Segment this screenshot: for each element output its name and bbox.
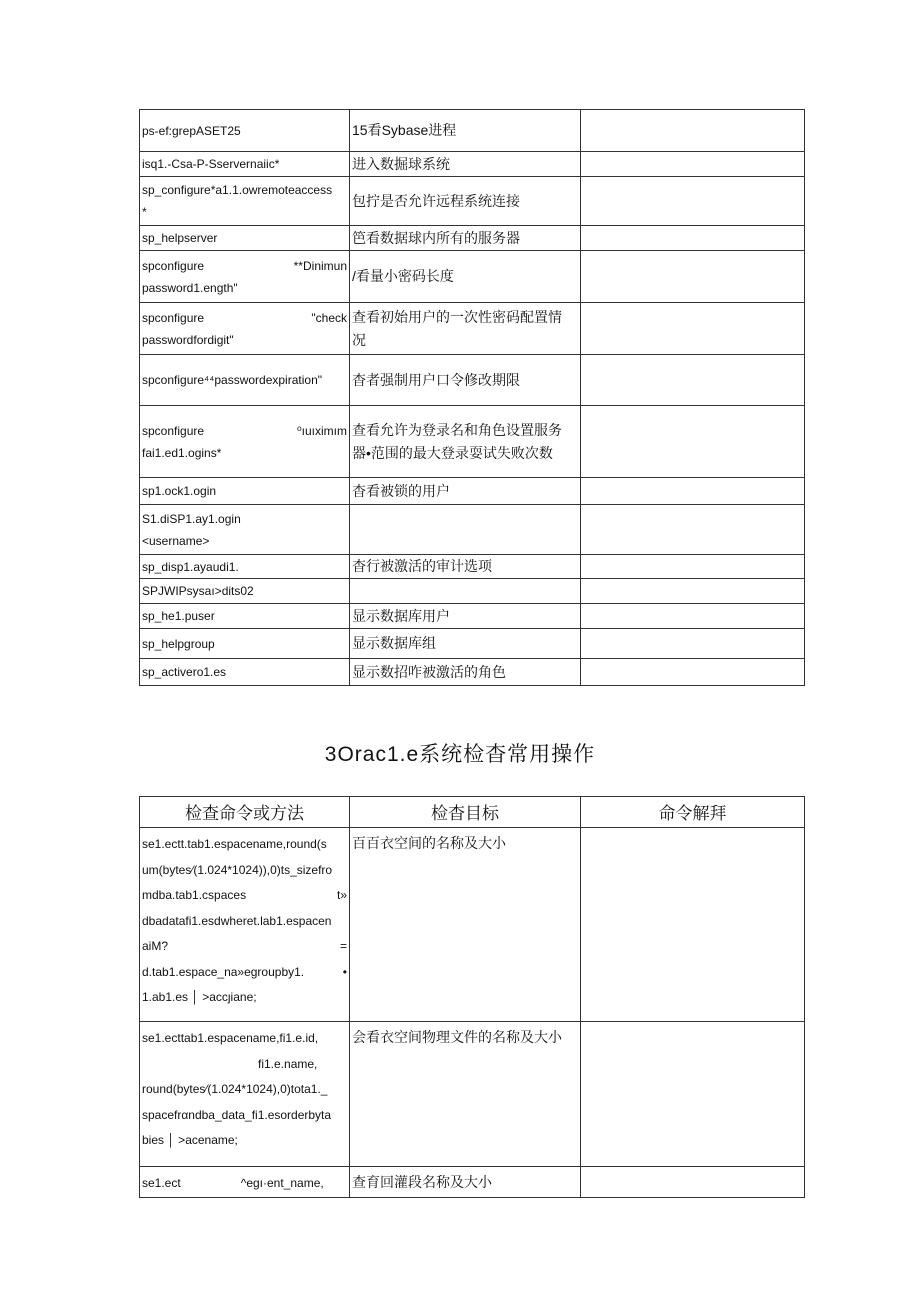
table-row [140,659,805,686]
command-part: = [339,939,347,953]
target-cell [350,505,581,555]
note-cell [581,355,805,406]
note-cell [581,177,805,226]
table-row [140,555,805,579]
command-part: spconfigure [142,310,205,325]
command-cell [140,828,350,1022]
command-line: dbadatafi1.esdwheret.lab1.espacen [142,913,332,928]
command-line [142,883,347,909]
note-cell [581,226,805,251]
command-part: spconfigure [142,423,205,438]
command-line: sp_configure*a1.1.owremoteaccess [142,183,333,197]
target-line: 况 [352,331,366,348]
command-part: • [342,964,347,979]
note-cell [581,505,805,555]
command-line: round(bytes⁄(1.024*1024),0)tota1._ [142,1082,328,1096]
note-cell [581,555,805,579]
command-cell: ps-ef:grepASET25 [140,110,350,152]
command-cell: sp1.ock1.ogin [140,478,350,505]
note-cell [581,478,805,505]
target-line: 查看初始用户的一次性密码配置情 [352,308,562,325]
table-row [140,152,805,177]
target-cell: 笆看数据球内所有的服务器 [350,226,581,251]
note-cell [581,604,805,629]
command-line: bies │ >acename; [142,1133,238,1147]
command-line: password1.ength" [142,280,238,295]
target-line: 查看允许为登录名和角色设置服务 [352,421,562,438]
command-cell [140,1167,350,1198]
command-cell [140,505,350,555]
target-cell: 显示数招咋被激活的角色 [350,659,581,686]
table-row [140,177,805,226]
command-cell: sp_helpserver [140,226,350,251]
target-cell: 会看衣空间物理文件的名称及大小 [350,1022,581,1167]
table-row [140,406,805,478]
command-part: d.tab1.espace_na»egroupby1. [142,964,305,979]
note-cell [581,303,805,355]
table-row [140,303,805,355]
command-part: t» [336,888,347,902]
table-row [140,629,805,659]
command-part: aiM? [142,939,169,953]
command-cell: spconfigure⁴⁴passwordexpiration" [140,355,350,406]
table-row [140,478,805,505]
column-header: 检杳目标 [350,797,581,828]
table-row [140,579,805,604]
command-line: <username> [142,533,210,548]
target-cell: 百百衣空间的名称及大小 [350,828,581,1022]
target-cell: 进入数掘球系统 [350,152,581,177]
command-part: spconfigure [142,258,205,273]
command-cell [140,303,350,355]
note-cell [581,579,805,604]
target-line: 器•范围的最大登录耍试失败次数 [352,444,553,461]
command-line: fi1.e.name, [258,1056,318,1071]
target-cell: /看量小密码长度 [350,251,581,303]
section-title: 3Orac1.e系统检杳常用操作 [324,743,596,766]
header-row [140,797,805,828]
target-cell: 包拧是否允许远程系统连接 [350,177,581,226]
command-cell [140,251,350,303]
command-part: ⁰ıuıximım [296,423,347,438]
command-cell: isq1.-Csa-P-Sservernaiic* [140,152,350,177]
table-row [140,251,805,303]
command-line: se1.ecttab1.espacename,fi1.e.id, [142,1031,319,1045]
command-line: * [142,205,147,219]
table-row [140,505,805,555]
note-cell [581,659,805,686]
table-row [140,110,805,152]
command-cell: sp_activero1.es [140,659,350,686]
note-cell [581,1167,805,1198]
command-cell: SPJWIPsysaı>dits02 [140,579,350,604]
note-cell [581,152,805,177]
note-cell [581,110,805,152]
table-row [140,828,805,1022]
command-line: fai1.ed1.ogins* [142,445,222,460]
target-cell: 杳行被激活的审计选项 [350,555,581,579]
table-row [140,355,805,406]
table-row [140,1167,805,1198]
command-cell [140,406,350,478]
target-cell: 显示数据库组 [350,629,581,659]
table-row [140,226,805,251]
table-row [140,1022,805,1167]
command-line: se1.ectt.tab1.espacename,round(s [142,837,327,851]
command-line: passwordfordigit" [142,332,234,347]
note-cell [581,406,805,478]
command-line [142,934,347,960]
command-line [142,307,347,329]
command-part: se1.ect [142,1176,181,1190]
target-cell: 显示数据库用户 [350,604,581,629]
target-cell: 杳看被锁的用户 [350,478,581,505]
command-part: **Dinimun [293,258,347,273]
target-cell [350,406,581,478]
column-header: 检查命令或方法 [140,797,350,828]
command-line: spacefrαndba_data_fi1.esorderbyta [142,1107,332,1122]
target-cell: 杳者强制用户口令修改期限 [350,355,581,406]
oracle-command-table [139,796,805,1198]
note-cell [581,828,805,1022]
command-line [142,960,347,986]
command-part: "check [311,310,347,325]
table-row [140,604,805,629]
command-line [142,255,347,277]
target-cell: 查育回灌段名称及大小 [350,1167,581,1198]
command-part: mdba.tab1.cspaces [142,888,247,902]
target-cell [350,303,581,355]
command-cell: sp_he1.puser [140,604,350,629]
command-line [142,420,347,442]
command-line: 1.ab1.es │ >accȷiane; [142,990,257,1004]
note-cell [581,629,805,659]
command-line: S1.diSP1.ay1.ogin [142,511,241,526]
command-cell: sp_helpgroup [140,629,350,659]
note-cell [581,1022,805,1167]
command-cell [140,1022,350,1167]
sybase-command-table [139,109,805,686]
note-cell [581,251,805,303]
command-part: ^egı·ent_name, [240,1176,324,1190]
command-line: um(bytes⁄(1.024*1024)),0)ts_sizefro [142,862,333,877]
command-cell [140,177,350,226]
command-cell: sp_disp1.ayaudi1. [140,555,350,579]
target-cell: 15看Sybase进程 [350,110,581,152]
column-header: 命令解拜 [581,797,805,828]
target-cell [350,579,581,604]
